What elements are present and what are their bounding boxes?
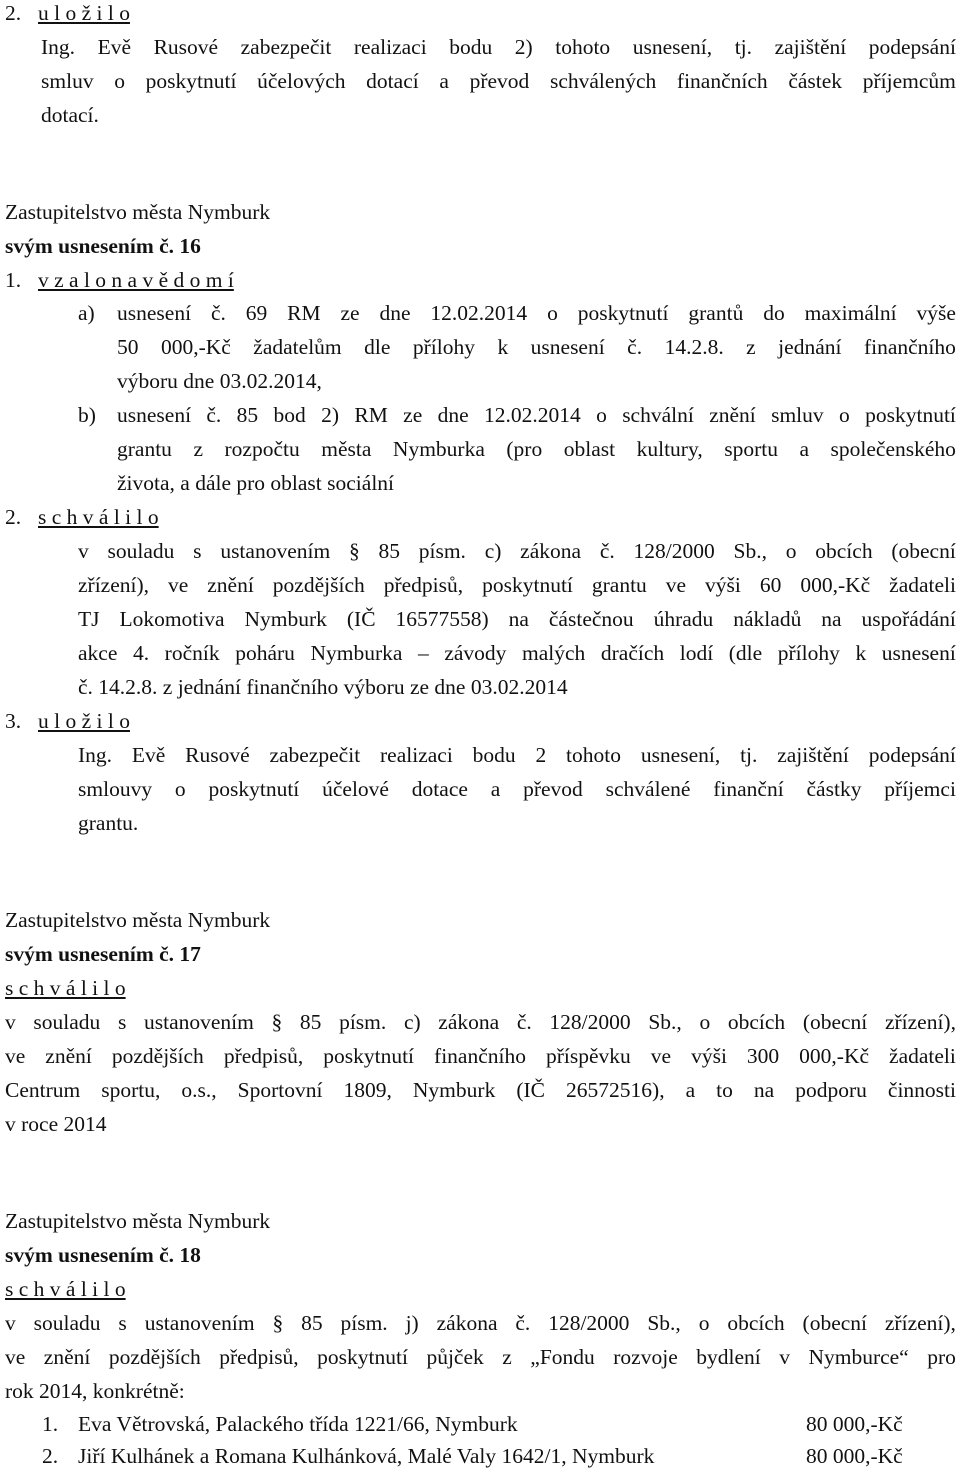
word: (IČ [516,1078,546,1102]
word: o [596,403,607,427]
paragraph-line: v roce 2014 [5,1112,107,1136]
word: Nymburk [244,607,327,631]
item-number: 1. [5,268,22,292]
paragraph-line [78,738,956,772]
paragraph-line [117,330,956,364]
loan-recipient: Jiří Kulhánek a Romana Kulhánková, Malé Valy 1642/1, Nymburk [78,1444,655,1468]
word: znění [45,1044,92,1068]
section-heading: Zastupitelstvo města Nymburk [5,200,271,224]
word: ve [650,1044,672,1068]
word: maximální [804,301,897,325]
word: usnesení [530,335,605,359]
word: 300 [746,1044,780,1068]
word: ustanovením [220,539,331,563]
word: účelové [322,777,389,801]
word: (IČ [346,607,376,631]
list-label: b) [78,403,96,427]
word: dle [364,335,391,359]
word: ročník [164,641,220,665]
resolution-number: svým usnesením č. 16 [5,234,201,258]
word: k [497,335,509,359]
word: Ing. [78,743,113,767]
word: do [763,301,785,325]
word: zákona [520,539,582,563]
word: v [5,1311,16,1335]
resolution-number: svým usnesením č. 17 [5,942,201,966]
word: 85 [378,539,400,563]
word: Lokomotiva [119,607,225,631]
word: Rusové [153,35,219,59]
word: (obecní [802,1010,868,1034]
resolution-number: svým usnesením č. 18 [5,1243,201,1267]
word: žadateli [889,1044,956,1068]
loan-amount: 80 000,-Kč [806,1444,903,1468]
word: (dle [728,641,763,665]
word: půjček [426,1345,484,1369]
word: úhradu [653,607,714,631]
word: o [785,539,797,563]
word: a [799,437,810,461]
word: č. [515,1311,531,1335]
word: 2) [321,403,340,427]
word: ve [665,573,687,597]
word: v [5,1010,16,1034]
word: příjemcům [862,69,956,93]
word: o [174,777,186,801]
list-label: a) [78,301,95,325]
paragraph-line [117,432,956,466]
word: č. [516,1010,532,1034]
word: ustanovením [144,1311,255,1335]
word: zákona [436,1311,498,1335]
paragraph-line [78,636,956,670]
word: Nymburk [412,1078,496,1102]
item-number: 2. [5,1,22,25]
word: zřízení), [884,1311,956,1335]
word: Evě [131,743,166,767]
word: ve [168,573,189,597]
word: Centrum [5,1078,81,1102]
word: znění [43,1345,91,1369]
paragraph-line: rok 2014, konkrétně: [5,1379,185,1403]
word: podepsání [868,35,956,59]
word: obcích [727,1010,786,1034]
word: tj. [740,743,758,767]
word: zabezpečit [269,743,361,767]
resolution-verb: s c h v á l i l o [5,1277,126,1301]
loan-number: 2. [42,1444,59,1468]
word: tohoto [566,743,621,767]
word: TJ [78,607,100,631]
item-number: 3. [5,709,22,733]
word: částky [806,777,862,801]
word: grantu [117,437,172,461]
word: předpisů, [219,1345,299,1369]
word: 000,-Kč [800,573,871,597]
word: Sb., [648,1010,682,1034]
word: výše [916,301,956,325]
word: Ing. [41,35,76,59]
word: o [699,1010,711,1034]
word: o [839,403,850,427]
section-heading: Zastupitelstvo města Nymburk [5,908,271,932]
word: Sb., [733,539,767,563]
word: přílohy [777,641,840,665]
word: č. [206,403,222,427]
word: přílohy [412,335,475,359]
word: ustanovením [143,1010,254,1034]
word: pozdějších [111,1044,204,1068]
paragraph-line: života, a dále pro oblast sociální [117,471,395,495]
word: podepsání [868,743,956,767]
word: č. [210,301,226,325]
word: bodu [449,35,493,59]
word: písm. [339,1010,387,1034]
word: z [502,1345,512,1369]
word: (obecní [802,1311,867,1335]
word: z [193,437,203,461]
word: výši [705,573,741,597]
item-verb: u l o ž i l o [38,709,130,733]
word: rozvoje [613,1345,678,1369]
word: obcích [815,539,873,563]
word: pozdějších [272,573,365,597]
word: RM [354,403,388,427]
word: zajištění [774,35,847,59]
word: 69 [245,301,268,325]
loan-amount: 80 000,-Kč [806,1412,903,1436]
word: – [418,641,429,665]
word: to [716,1078,733,1102]
word: žadateli [889,573,956,597]
word: Sportovní [237,1078,323,1102]
word: převod [469,69,530,93]
paragraph-line [5,1073,956,1107]
word: finančních [676,69,768,93]
word: zákona [438,1010,500,1034]
word: dračích [600,641,665,665]
word: schválené [605,777,691,801]
word: uspořádání [861,607,956,631]
word: usnesení [117,403,192,427]
word: 128/2000 [548,1311,630,1335]
word: dne [437,403,469,427]
word: předpisů, [383,573,464,597]
item-verb: v z a l o n a v ě d o m í [38,268,234,292]
word: usnesení, [640,743,721,767]
word: obcích [727,1311,785,1335]
word: bodu [472,743,516,767]
word: a [490,777,501,801]
word: zabezpečit [240,35,332,59]
item-verb: s c h v á l i l o [38,505,159,529]
word: smlouvy [78,777,153,801]
word: „Fondu [530,1345,595,1369]
paragraph-line [78,568,956,602]
word: poskytnutí [577,301,669,325]
paragraph-line [5,1005,956,1039]
word: tj. [734,35,753,59]
word: RM [287,301,321,325]
word: činnosti [887,1078,956,1102]
word: 16577558) [395,607,489,631]
paragraph-line [117,398,956,432]
word: smluv [41,69,94,93]
word: zřízení), [78,573,150,597]
word: na [753,1078,775,1102]
word: kultury, [636,437,703,461]
word: v [779,1345,790,1369]
word: finanční [713,777,784,801]
word: 85 [236,403,259,427]
paragraph-line [78,772,956,806]
word: souladu [33,1010,101,1034]
word: usnesení, [632,35,713,59]
word: o.s., [181,1078,217,1102]
word: Rusové [185,743,250,767]
word: 000,-Kč [160,335,231,359]
paragraph-line: č. 14.2.8. z jednání finančního výboru ze dne 03.02.2014 [78,675,568,699]
word: ve [5,1345,26,1369]
word: sportu [724,437,778,461]
word: žadatelům [253,335,342,359]
word: usnesení [881,641,956,665]
word: 14.2.8. [664,335,724,359]
word: 12.02.2014 [430,301,528,325]
section-heading: Zastupitelstvo města Nymburk [5,1209,271,1233]
word: dne [379,301,411,325]
word: lodí [679,641,714,665]
word: souladu [107,539,175,563]
word: § [348,539,360,563]
word: Sb., [647,1311,681,1335]
word: závody [444,641,507,665]
word: částečnou [548,607,634,631]
word: rozpočtu [224,437,300,461]
word: 2 [535,743,547,767]
word: schvální [622,403,694,427]
word: 26572516), [566,1078,665,1102]
word: j) [405,1311,419,1335]
word: bydlení [696,1345,761,1369]
word: malých [522,641,586,665]
word: podporu [795,1078,867,1102]
word: c) [484,539,502,563]
word: (obecní [891,539,956,563]
paragraph-line [5,1340,956,1374]
paragraph-line [117,296,956,330]
word: Nymburce“ [808,1345,909,1369]
word: 2) [514,35,533,59]
word: 1809, [343,1078,392,1102]
word: písm. [418,539,466,563]
word: z [746,335,756,359]
word: poskytnutí [323,1044,415,1068]
word: města [321,437,372,461]
word: 000,-Kč [799,1044,870,1068]
word: poháru [235,641,295,665]
word: zajištění [777,743,849,767]
paragraph-line [41,30,956,64]
word: příjemci [884,777,956,801]
paragraph-line: výboru dne 03.02.2014, [117,369,322,393]
word: c) [403,1010,421,1034]
word: tohoto [555,35,611,59]
word: dotací [366,69,419,93]
word: ve [5,1044,26,1068]
word: 60 [759,573,782,597]
word: realizaci [380,743,453,767]
paragraph-line [41,64,956,98]
word: finančního [863,335,956,359]
word: znění [207,573,254,597]
word: poskytnutí [208,777,300,801]
word: 4. [132,641,150,665]
word: 128/2000 [633,539,715,563]
paragraph-line [78,602,956,636]
word: oblast [563,437,616,461]
word: příspěvku [545,1044,631,1068]
word: o [114,69,125,93]
paragraph-line: grantu. [78,811,139,835]
word: v [78,539,89,563]
word: pro [927,1345,956,1369]
item-verb: u l o ž i l o [38,1,130,25]
word: § [272,1311,284,1335]
word: grantu [591,573,647,597]
item-number: 2. [5,505,22,529]
word: poskytnutí [317,1345,408,1369]
word: finančního [434,1044,526,1068]
word: o [547,301,558,325]
word: a [685,1078,696,1102]
word: výši [691,1044,727,1068]
word: 12.02.2014 [484,403,581,427]
word: předpisů, [223,1044,304,1068]
word: písm. [340,1311,388,1335]
word: Nymburka [392,437,485,461]
word: Nymburka [310,641,403,665]
word: poskytnutí [145,69,237,93]
word: schválených [549,69,657,93]
word: nákladů [733,607,802,631]
word: s [117,1010,127,1034]
word: Evě [97,35,132,59]
word: k [855,641,867,665]
word: č. [599,539,615,563]
paragraph-line: dotací. [41,103,99,127]
word: společenského [830,437,956,461]
word: jednání [778,335,842,359]
word: smluv [771,403,824,427]
word: o [698,1311,710,1335]
loan-number: 1. [42,1412,59,1436]
word: znění [709,403,756,427]
word: částek [788,69,843,93]
word: a [439,69,449,93]
word: akce [78,641,118,665]
word: 85 [301,1311,323,1335]
word: grantů [688,301,744,325]
paragraph-line [5,1039,956,1073]
word: účelových [257,69,346,93]
paragraph-line [5,1306,956,1340]
word: sportu, [101,1078,161,1102]
resolution-verb: s c h v á l i l o [5,976,126,1000]
word: zřízení), [884,1010,956,1034]
word: souladu [33,1311,101,1335]
loan-recipient: Eva Větrovská, Palackého třída 1221/66, Nymburk [78,1412,518,1436]
word: pozdějších [108,1345,201,1369]
word: realizaci [353,35,427,59]
word: ze [340,301,360,325]
word: s [118,1311,127,1335]
word: převod [523,777,583,801]
word: č. [627,335,643,359]
word: (pro [506,437,543,461]
word: § [271,1010,283,1034]
word: poskytnutí [865,403,956,427]
word: na [821,607,842,631]
word: usnesení [117,301,192,325]
word: ze [403,403,423,427]
word: s [193,539,202,563]
word: na [508,607,529,631]
word: 128/2000 [549,1010,631,1034]
word: bod [273,403,306,427]
paragraph-line [78,534,956,568]
word: 85 [299,1010,322,1034]
word: poskytnutí [482,573,573,597]
word: dotace [411,777,468,801]
word: 50 [117,335,139,359]
